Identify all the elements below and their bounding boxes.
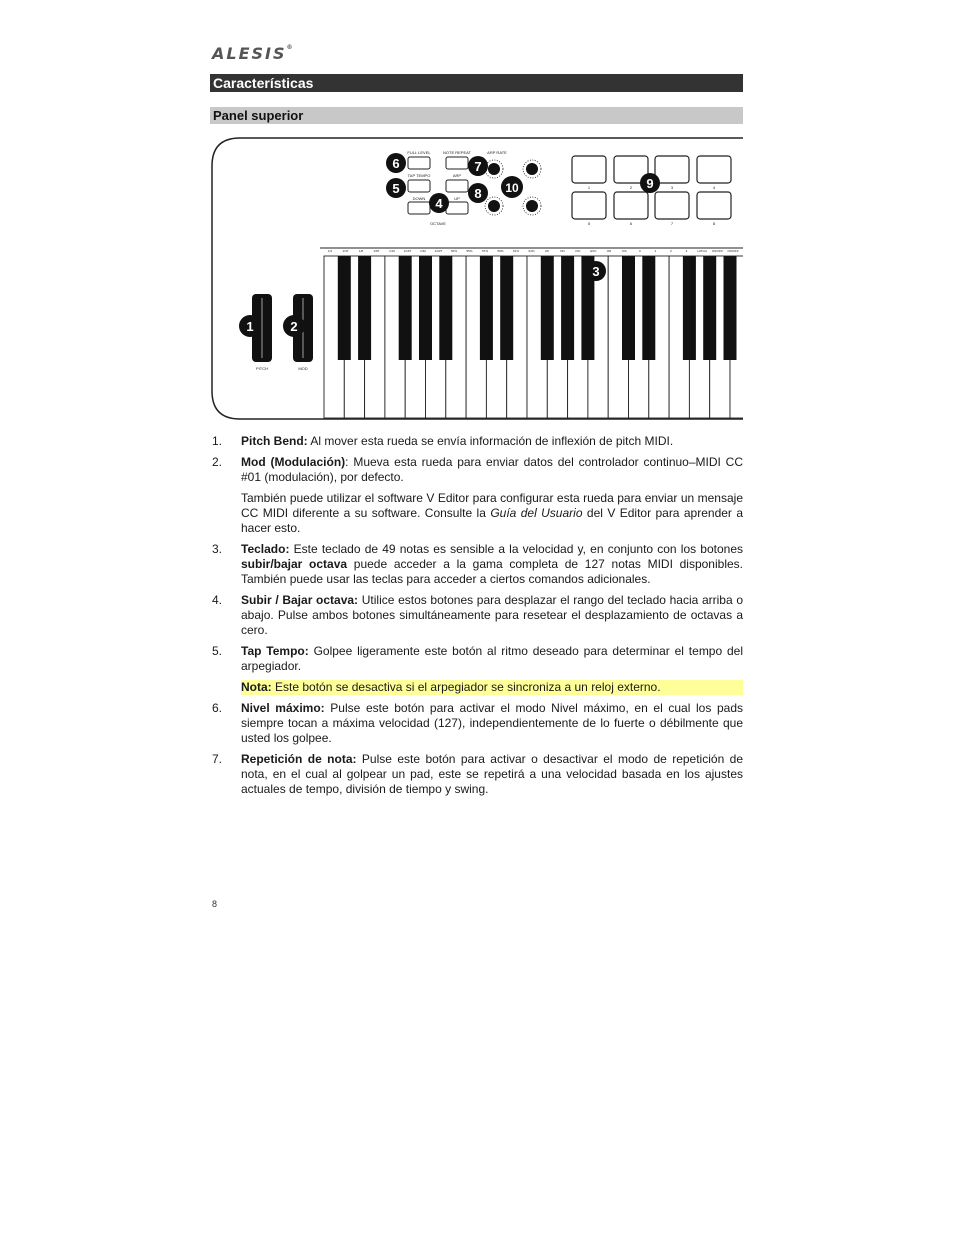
callout-2: 2 — [290, 319, 298, 334]
key-strip-label: ON/OFF — [727, 249, 739, 253]
key-strip-label: 1 — [654, 249, 657, 253]
key-strip-label: EXC — [590, 249, 597, 253]
black-key — [399, 256, 412, 360]
key-strip-label: 1/32T — [434, 249, 443, 253]
key-strip-label: INC — [575, 249, 581, 253]
list-item: 7. Repetición de nota: Pulse este botón para activar o desactivar el modo de repetición de nota, en el cual al golpear un pad, este se repetirá a una velocidad basada en los ajustes actuales de tempo, división de tiempo y swing. — [212, 752, 743, 796]
key-strip-label: 1/8 — [358, 249, 364, 253]
up-label: UP — [454, 196, 460, 201]
list-item: 6. Nivel máximo: Pulse este botón para activar el modo Nivel máximo, en el cual los pads siempre tocan a máxima velocidad (127), independientemente de lo fuerte o débilmente que usted los golpee. — [212, 701, 743, 745]
key-strip-label: ON/OFF — [711, 249, 724, 253]
pad-number: 5 — [587, 221, 591, 226]
mod-label: MOD — [298, 366, 308, 371]
arp-rate-label: ARP RATE — [487, 150, 507, 155]
black-key — [622, 256, 635, 360]
pad-number: 8 — [712, 221, 716, 226]
list-item: 1. Pitch Bend: Al mover esta rueda se envía información de inflexión de pitch MIDI. — [212, 434, 674, 448]
black-key — [683, 256, 696, 360]
black-key — [419, 256, 432, 360]
pad-number: 7 — [670, 221, 674, 226]
key-strip-label: 1/32 — [420, 249, 426, 253]
section-title: Características — [210, 74, 743, 92]
key-strip-label: LATCH — [697, 249, 707, 253]
feature-list — [212, 434, 743, 803]
key-strip-label: 1/8T — [373, 249, 380, 253]
key-strip-label: DN — [560, 249, 565, 253]
list-item: 5. Tap Tempo: Golpee ligeramente este botón al ritmo deseado para determinar el tempo del arpegiador. Nota: Este botón se desactiva si el arpegiador se sincroniza a un reloj externo. — [212, 644, 744, 694]
key-strip-label: OR — [606, 249, 612, 253]
pad-number: 1 — [587, 185, 591, 190]
key-strip-label: 61% — [512, 249, 520, 253]
tap-tempo-label: TAP TEMPO — [407, 173, 431, 178]
callout-10: 10 — [505, 181, 519, 195]
key-strip-label: 64% — [528, 249, 535, 253]
full-level-label: FULL LEVEL — [407, 150, 431, 155]
black-key — [703, 256, 716, 360]
key-strip-label: 57% — [481, 249, 489, 253]
key-strip-label: 3 — [685, 249, 688, 253]
callout-9: 9 — [646, 176, 654, 191]
black-key — [338, 256, 351, 360]
black-key — [541, 256, 554, 360]
black-key — [480, 256, 493, 360]
black-key — [358, 256, 371, 360]
black-key — [642, 256, 655, 360]
page-number: 8 — [212, 899, 218, 909]
key-strip-label: 55% — [466, 249, 473, 253]
list-item: 4. Subir / Bajar octava: Utilice estos botones para desplazar el rango del teclado hacia arriba o abajo. Pulse ambos botones simultáneamente para resetear el desplazamiento de octavas a cero. — [212, 593, 743, 637]
key-strip-label: 0 — [639, 249, 641, 253]
callout-5: 5 — [392, 181, 400, 196]
key-strip-label: RA — [622, 249, 627, 253]
key-strip-label: 1/4 — [327, 249, 333, 253]
black-key — [439, 256, 452, 360]
arp-label: ARP — [452, 173, 462, 178]
pitch-label: PITCH — [256, 366, 268, 371]
key-strip-label: 2 — [670, 249, 672, 253]
down-label: DOWN — [412, 196, 426, 201]
key-strip-label: 1/16T — [403, 249, 412, 253]
list-item: 2. Mod (Modulación): Mueva esta rueda para enviar datos del controlador continuo–MIDI CC #01 (modulación), por defecto. También puede utilizar el software V Editor para configurar esta rueda para enviar un mensaje CC MIDI diferente a su software. Consulte la Guía del Usuario del V Editor para aprender a hacer esto. — [212, 455, 744, 535]
black-key — [724, 256, 737, 360]
note-highlight: Nota: Este botón se desactiva si el arpegiador se sincroniza a un reloj externo. — [241, 680, 743, 695]
subsection-title: Panel superior — [210, 107, 743, 124]
pad-number: 6 — [629, 221, 633, 226]
callout-6: 6 — [392, 156, 400, 171]
top-panel-diagram — [210, 136, 743, 421]
octave-label: OCTAVE — [430, 221, 446, 226]
note-repeat-label: NOTE REPEAT — [443, 150, 471, 155]
pad-number: 3 — [670, 185, 674, 190]
pad-number: 4 — [712, 185, 716, 190]
black-key — [561, 256, 574, 360]
key-strip-label: 1/4T — [342, 249, 349, 253]
black-key — [500, 256, 513, 360]
pad-number: 2 — [629, 185, 633, 190]
key-strip-label: 1/16 — [389, 249, 395, 253]
list-item: 3. Teclado: Este teclado de 49 notas es sensible a la velocidad y, en conjunto con los botones subir/bajar octava puede acceder a la gama completa de 127 notas MIDI disponibles. También puede usar las teclas para acceder a ciertos comandos adicionales. — [212, 542, 743, 586]
key-strip-label: 59% — [497, 249, 504, 253]
key-strip-label: 50% — [450, 249, 458, 253]
brand-logo: ALESIS® — [212, 44, 295, 63]
callout-4: 4 — [435, 196, 443, 211]
callout-1: 1 — [246, 319, 254, 334]
callout-7: 7 — [474, 159, 482, 174]
callout-8: 8 — [474, 186, 482, 201]
callout-3: 3 — [592, 264, 600, 279]
key-strip-label: UP — [544, 249, 550, 253]
